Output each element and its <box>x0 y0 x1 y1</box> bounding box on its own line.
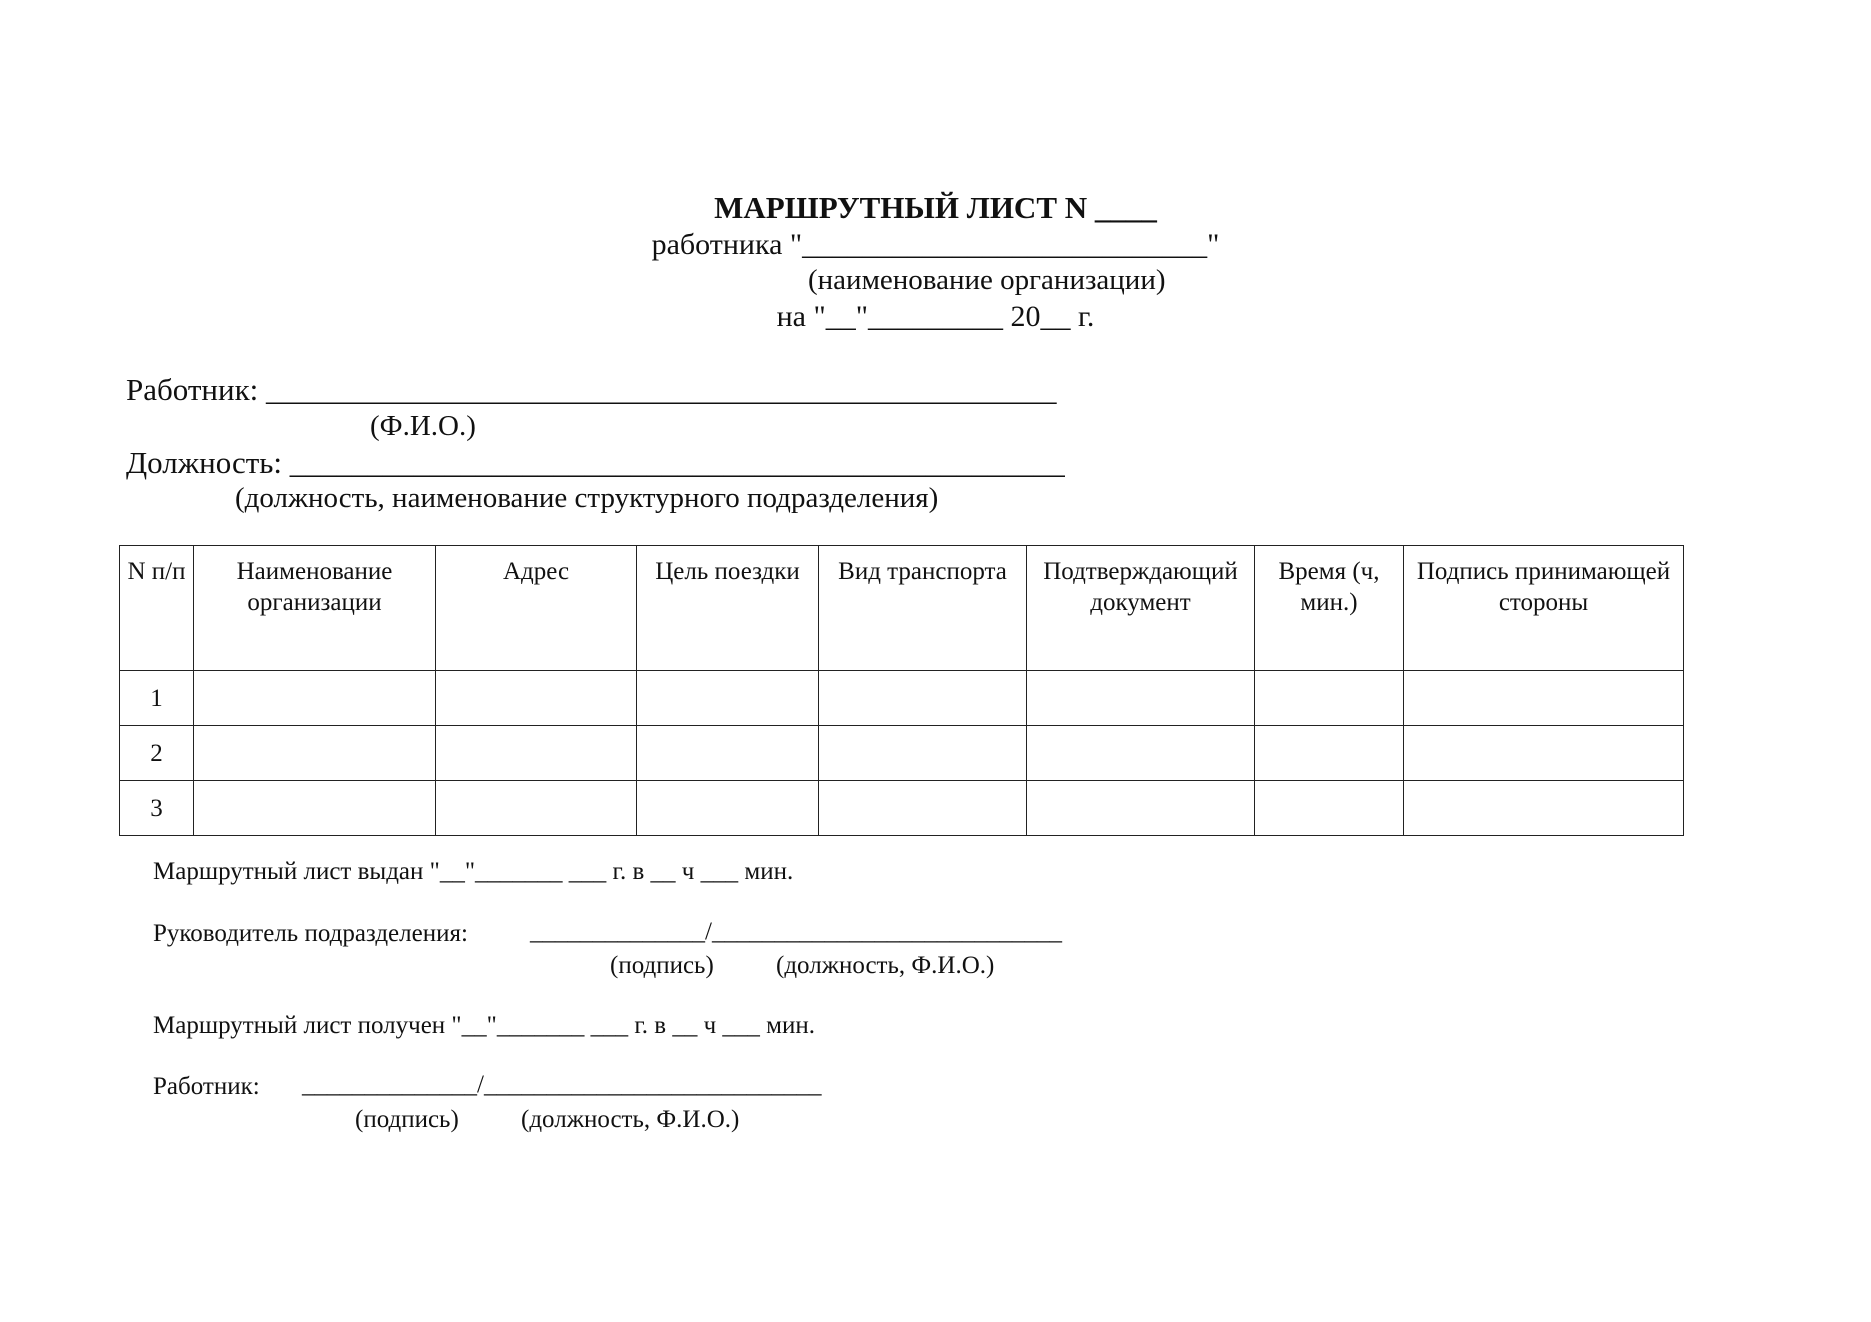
table-cell <box>1027 671 1255 726</box>
table-cell <box>1404 781 1684 836</box>
position-caption: (должность, наименование структурного подразделения) <box>235 482 939 514</box>
worker-signature-label: Работник: <box>153 1073 260 1100</box>
worker-name-line: Работник: ___________________________________________________ <box>126 372 1057 407</box>
signature-caption: (подпись) <box>610 952 714 979</box>
table-cell <box>637 726 819 781</box>
table-cell <box>194 671 436 726</box>
column-header-label: N п/п <box>127 558 186 585</box>
department-head-signature-line: ______________/____________________________ <box>530 918 1062 945</box>
column-header-transport <box>819 546 1027 671</box>
table-cell <box>194 781 436 836</box>
position-fio-caption: (должность, Ф.И.О.) <box>521 1106 740 1133</box>
table-cell <box>194 726 436 781</box>
table-cell <box>1255 671 1404 726</box>
table-row <box>120 781 1684 836</box>
position-line: Должность: __________________________________________________ <box>126 445 1065 480</box>
table-cell: 1 <box>120 671 194 726</box>
document-title: МАРШРУТНЫЙ ЛИСТ N ____ <box>714 190 1157 225</box>
table-cell <box>436 726 637 781</box>
issued-line: Маршрутный лист выдан "__"_______ ___ г. в __ ч ___ мин. <box>153 858 794 885</box>
table-cell <box>637 671 819 726</box>
table-cell <box>1255 781 1404 836</box>
table-cell <box>1027 781 1255 836</box>
column-header-number <box>120 546 194 671</box>
table-cell <box>819 781 1027 836</box>
organization-caption: (наименование организации) <box>808 264 1166 296</box>
table-row <box>120 671 1684 726</box>
column-header-purpose <box>637 546 819 671</box>
column-header-address <box>436 546 637 671</box>
column-header-label: Подпись принимающей стороны <box>1416 558 1671 616</box>
table-cell <box>436 781 637 836</box>
table-cell <box>637 781 819 836</box>
position-fio-caption: (должность, Ф.И.О.) <box>776 952 995 979</box>
column-header-label: Вид транспорта <box>838 558 1007 585</box>
column-header-label: Адрес <box>502 558 570 585</box>
column-header-label: Подтверждающий документ <box>1043 558 1238 616</box>
worker-signature-line: ______________/___________________________ <box>302 1071 822 1098</box>
table-cell <box>819 671 1027 726</box>
column-header-document <box>1027 546 1255 671</box>
column-header-time <box>1255 546 1404 671</box>
employee-of-organization-line: работника "___________________________" <box>651 228 1220 261</box>
table-cell <box>436 671 637 726</box>
table-cell <box>1404 671 1684 726</box>
table-cell <box>1255 726 1404 781</box>
table-cell <box>1404 726 1684 781</box>
column-header-organization <box>194 546 436 671</box>
received-line: Маршрутный лист получен "__"_______ ___ г. в __ ч ___ мин. <box>153 1012 815 1039</box>
table-cell: 3 <box>120 781 194 836</box>
column-header-label: Цель поездки <box>655 558 800 585</box>
department-head-label: Руководитель подразделения: <box>153 920 468 947</box>
table-cell <box>1027 726 1255 781</box>
table-cell <box>819 726 1027 781</box>
column-header-signature <box>1404 546 1684 671</box>
table-header-row <box>120 546 1684 671</box>
table-row <box>120 726 1684 781</box>
route-table <box>119 545 1684 836</box>
column-header-label: Время (ч, мин.) <box>1278 558 1380 616</box>
fio-caption: (Ф.И.О.) <box>370 410 476 442</box>
signature-caption: (подпись) <box>355 1106 459 1133</box>
document-date-line: на "__"_________ 20__ г. <box>776 300 1095 333</box>
column-header-label: Наименование организации <box>236 558 393 616</box>
table-cell: 2 <box>120 726 194 781</box>
